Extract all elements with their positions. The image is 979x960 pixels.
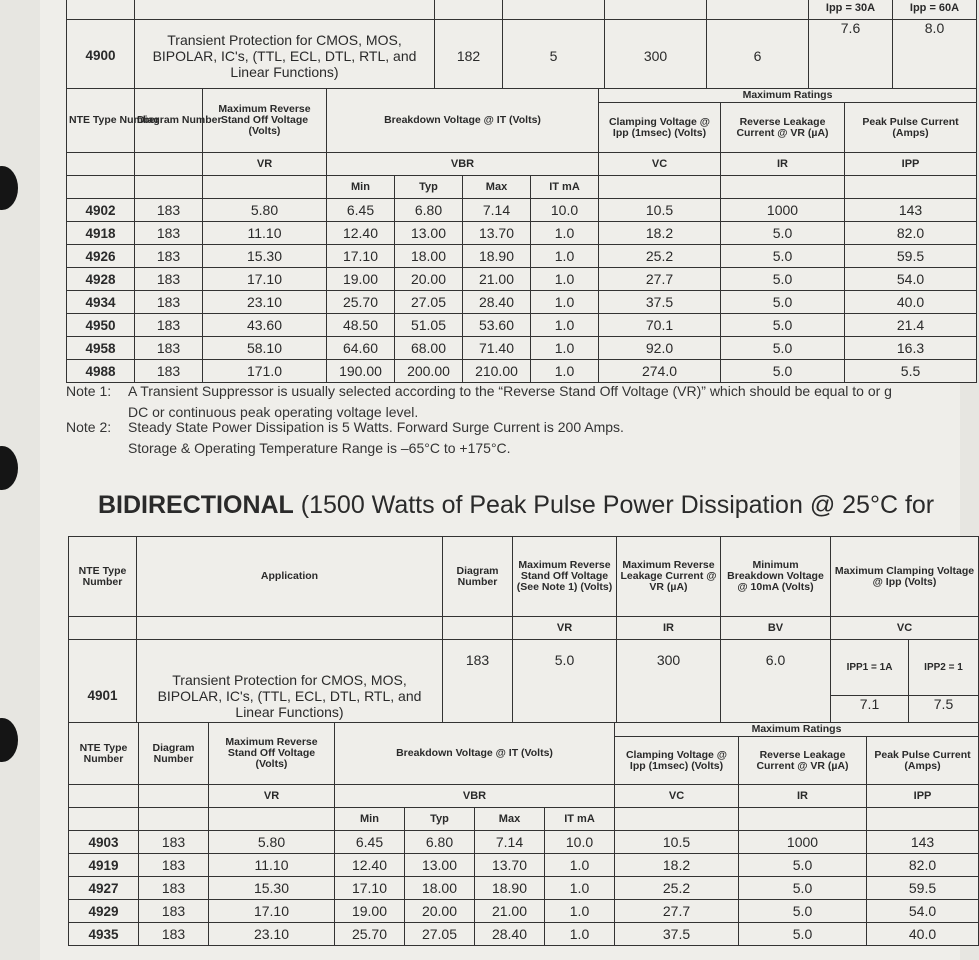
table-row [67, 360, 977, 383]
sub-max: Max [463, 176, 531, 199]
header-leakage: Reverse Leakage Current @ VR (µA) [739, 737, 867, 785]
symbol-ir: IR [721, 153, 845, 176]
breakdown-typ: 18.00 [405, 877, 475, 900]
leakage-current: 5.0 [721, 222, 845, 245]
standoff-voltage: 43.60 [203, 314, 327, 337]
standoff-voltage: 58.10 [203, 337, 327, 360]
part-number: 4926 [67, 245, 135, 268]
peak-pulse-current: 54.0 [845, 268, 977, 291]
note-2-line-1: Steady State Power Dissipation is 5 Watts. Forward Surge Current is 200 Amps. [128, 419, 624, 435]
diagram-number: 182 [435, 20, 503, 92]
symbol-vr: VR [513, 617, 617, 640]
peak-pulse-current: 54.0 [867, 900, 979, 923]
standoff-voltage: 15.30 [203, 245, 327, 268]
part-number: 4934 [67, 291, 135, 314]
diagram-number: 183 [139, 854, 209, 877]
part-number: 4900 [67, 20, 135, 92]
header-diagram: Diagram Number [139, 723, 209, 785]
breakdown-min: 12.40 [327, 222, 395, 245]
breakdown-max: 71.40 [463, 337, 531, 360]
breakdown-max: 13.70 [475, 854, 545, 877]
diagram-number: 183 [135, 360, 203, 383]
part-number: 4902 [67, 199, 135, 222]
bidirectional-application-table [68, 536, 979, 752]
header-standoff: Maximum Reverse Stand Off Voltage (Volts) [203, 89, 327, 153]
breakdown-typ: 68.00 [395, 337, 463, 360]
symbol-ipp: IPP [845, 153, 977, 176]
clamping-voltage: 92.0 [599, 337, 721, 360]
breakdown-min: 25.70 [327, 291, 395, 314]
binder-hole [0, 446, 18, 490]
symbol-vc: VC [599, 153, 721, 176]
standoff-voltage: 171.0 [203, 360, 327, 383]
part-number: 4901 [69, 640, 137, 752]
symbol-ipp: IPP [867, 785, 979, 808]
part-number: 4927 [69, 877, 139, 900]
symbol-vr: VR [209, 785, 335, 808]
leakage-current: 1000 [739, 831, 867, 854]
header-max-ratings: Maximum Ratings [599, 89, 977, 103]
breakdown-max: 18.90 [463, 245, 531, 268]
header-diagram: Diagram Number [443, 537, 513, 617]
symbol-vbr: VBR [335, 785, 615, 808]
header-max-ratings: Maximum Ratings [615, 723, 979, 737]
test-current: 1.0 [531, 337, 599, 360]
leakage-current: 5.0 [721, 268, 845, 291]
test-current: 1.0 [545, 854, 615, 877]
clamping-voltage: 27.7 [615, 900, 739, 923]
note-1-line-2: DC or continuous peak operating voltage level. [128, 404, 419, 420]
clamping-voltage-2: 7.5 [909, 696, 979, 752]
breakdown-voltage: 6 [707, 20, 809, 92]
clamping-voltage: 10.5 [599, 199, 721, 222]
peak-pulse-current: 40.0 [867, 923, 979, 946]
test-current: 1.0 [545, 923, 615, 946]
application-text: Transient Protection for CMOS, MOS, BIPOLAR, IC's, (TTL, ECL, DTL, RTL, and Linear Functions) [135, 20, 435, 92]
standoff-voltage: 5.80 [203, 199, 327, 222]
breakdown-min: 19.00 [327, 268, 395, 291]
header-clamping: Maximum Clamping Voltage @ Ipp (Volts) [831, 537, 979, 617]
breakdown-typ: 13.00 [395, 222, 463, 245]
peak-pulse-current: 59.5 [845, 245, 977, 268]
clamping-voltage-2: 8.0 [893, 20, 977, 92]
breakdown-min: 17.10 [327, 245, 395, 268]
sub-min: Min [327, 176, 395, 199]
vc-header-1: Ipp = 30A [809, 0, 893, 20]
breakdown-typ: 6.80 [395, 199, 463, 222]
diagram-number: 183 [135, 222, 203, 245]
breakdown-min: 17.10 [335, 877, 405, 900]
clamping-voltage: 25.2 [599, 245, 721, 268]
header-standoff: Maximum Reverse Stand Off Voltage (See Note 1) (Volts) [513, 537, 617, 617]
leakage-current: 1000 [721, 199, 845, 222]
leakage-current: 5.0 [739, 854, 867, 877]
breakdown-typ: 27.05 [405, 923, 475, 946]
diagram-number: 183 [135, 245, 203, 268]
table-row [67, 314, 977, 337]
test-current: 1.0 [531, 314, 599, 337]
part-number: 4950 [67, 314, 135, 337]
sub-max: Max [475, 808, 545, 831]
vc-header-2: IPP2 = 1 [909, 640, 979, 696]
symbol-vr: VR [203, 153, 327, 176]
clamping-voltage-1: 7.6 [809, 20, 893, 92]
leakage-current: 5.0 [739, 900, 867, 923]
diagram-number: 183 [135, 199, 203, 222]
standoff-voltage: 15.30 [209, 877, 335, 900]
peak-pulse-current: 82.0 [845, 222, 977, 245]
header-breakdown: Breakdown Voltage @ IT (Volts) [335, 723, 615, 785]
header-application: Application [137, 537, 443, 617]
leakage-current: 5.0 [739, 877, 867, 900]
table-row [69, 900, 979, 923]
bidirectional-ratings-table [68, 722, 979, 946]
binder-hole [0, 166, 18, 210]
symbol-vbr: VBR [327, 153, 599, 176]
breakdown-max: 28.40 [463, 291, 531, 314]
breakdown-min: 64.60 [327, 337, 395, 360]
sub-typ: Typ [405, 808, 475, 831]
diagram-number: 183 [135, 314, 203, 337]
breakdown-min: 6.45 [335, 831, 405, 854]
standoff-voltage: 17.10 [209, 900, 335, 923]
leakage-current: 300 [617, 640, 721, 752]
table-row [69, 831, 979, 854]
test-current: 1.0 [531, 245, 599, 268]
breakdown-voltage: 6.0 [721, 640, 831, 752]
vc-header-2: Ipp = 60A [893, 0, 977, 20]
peak-pulse-current: 59.5 [867, 877, 979, 900]
table-row [69, 877, 979, 900]
diagram-number: 183 [443, 640, 513, 752]
breakdown-max: 13.70 [463, 222, 531, 245]
breakdown-typ: 200.00 [395, 360, 463, 383]
standoff-voltage: 17.10 [203, 268, 327, 291]
peak-pulse-current: 143 [845, 199, 977, 222]
peak-pulse-current: 16.3 [845, 337, 977, 360]
note-2-label: Note 2: [66, 419, 112, 435]
clamping-voltage: 70.1 [599, 314, 721, 337]
leakage-current: 5.0 [721, 245, 845, 268]
breakdown-typ: 27.05 [395, 291, 463, 314]
header-leakage: Maximum Reverse Leakage Current @ VR (µA) [617, 537, 721, 617]
clamping-voltage: 10.5 [615, 831, 739, 854]
part-number: 4918 [67, 222, 135, 245]
clamping-voltage: 18.2 [599, 222, 721, 245]
leakage-current: 5.0 [739, 923, 867, 946]
breakdown-typ: 6.80 [405, 831, 475, 854]
test-current: 1.0 [531, 291, 599, 314]
note-2-line-2: Storage & Operating Temperature Range is –65°C to +175°C. [128, 440, 511, 456]
diagram-number: 183 [139, 877, 209, 900]
standoff-voltage: 23.10 [203, 291, 327, 314]
section-title: BIDIRECTIONAL [98, 491, 294, 519]
breakdown-max: 21.00 [463, 268, 531, 291]
breakdown-max: 21.00 [475, 900, 545, 923]
breakdown-min: 12.40 [335, 854, 405, 877]
header-peak: Peak Pulse Current (Amps) [867, 737, 979, 785]
clamping-voltage: 274.0 [599, 360, 721, 383]
header-type: NTE Type Number [67, 89, 135, 153]
header-type: NTE Type Number [69, 723, 139, 785]
breakdown-max: 28.40 [475, 923, 545, 946]
breakdown-typ: 51.05 [395, 314, 463, 337]
test-current: 1.0 [531, 222, 599, 245]
diagram-number: 183 [139, 900, 209, 923]
test-current: 1.0 [531, 268, 599, 291]
peak-pulse-current: 82.0 [867, 854, 979, 877]
peak-pulse-current: 40.0 [845, 291, 977, 314]
clamping-voltage: 27.7 [599, 268, 721, 291]
symbol-vc: VC [615, 785, 739, 808]
leakage-current: 5.0 [721, 314, 845, 337]
test-current: 1.0 [545, 877, 615, 900]
sub-it: IT mA [531, 176, 599, 199]
symbol-ir: IR [617, 617, 721, 640]
header-type: NTE Type Number [69, 537, 137, 617]
symbol-ir: IR [739, 785, 867, 808]
note-1-line-1: A Transient Suppressor is usually selected according to the “Reverse Stand Off Voltage (VR)” which should be equal to or g [128, 383, 892, 399]
part-number: 4958 [67, 337, 135, 360]
breakdown-max: 53.60 [463, 314, 531, 337]
clamping-voltage: 37.5 [599, 291, 721, 314]
breakdown-min: 19.00 [335, 900, 405, 923]
sub-typ: Typ [395, 176, 463, 199]
table-row [67, 199, 977, 222]
peak-pulse-current: 143 [867, 831, 979, 854]
application-text: Transient Protection for CMOS, MOS, BIPOLAR, IC's, (TTL, ECL, DTL, RTL, and Linear Functions) [137, 640, 443, 752]
standoff-voltage: 23.10 [209, 923, 335, 946]
section-heading [98, 491, 934, 520]
diagram-number: 183 [135, 337, 203, 360]
binder-hole [0, 718, 18, 762]
part-number: 4935 [69, 923, 139, 946]
clamping-voltage-1: 7.1 [831, 696, 909, 752]
unidirectional-ratings-table [66, 88, 977, 383]
standoff-voltage: 5 [503, 20, 605, 92]
top-application-table [66, 0, 977, 92]
diagram-number: 183 [139, 831, 209, 854]
diagram-number: 183 [135, 268, 203, 291]
standoff-voltage: 11.10 [209, 854, 335, 877]
header-clamping: Clamping Voltage @ Ipp (1msec) (Volts) [599, 103, 721, 153]
part-number: 4988 [67, 360, 135, 383]
test-current: 10.0 [531, 199, 599, 222]
table-row [67, 291, 977, 314]
breakdown-min: 25.70 [335, 923, 405, 946]
diagram-number: 183 [135, 291, 203, 314]
table-row [67, 337, 977, 360]
breakdown-typ: 13.00 [405, 854, 475, 877]
peak-pulse-current: 5.5 [845, 360, 977, 383]
part-number: 4928 [67, 268, 135, 291]
header-peak: Peak Pulse Current (Amps) [845, 103, 977, 153]
header-standoff: Maximum Reverse Stand Off Voltage (Volts) [209, 723, 335, 785]
breakdown-min: 6.45 [327, 199, 395, 222]
test-current: 1.0 [531, 360, 599, 383]
section-subtitle: (1500 Watts of Peak Pulse Power Dissipation @ 25°C for [300, 491, 935, 519]
standoff-voltage: 5.80 [209, 831, 335, 854]
breakdown-max: 7.14 [463, 199, 531, 222]
part-number: 4929 [69, 900, 139, 923]
breakdown-max: 210.00 [463, 360, 531, 383]
table-row [67, 268, 977, 291]
table-row [67, 245, 977, 268]
sub-it: IT mA [545, 808, 615, 831]
part-number: 4903 [69, 831, 139, 854]
vc-header-1: IPP1 = 1A [831, 640, 909, 696]
note-1-label: Note 1: [66, 383, 112, 399]
clamping-voltage: 18.2 [615, 854, 739, 877]
table-row [69, 854, 979, 877]
diagram-number: 183 [139, 923, 209, 946]
breakdown-min: 48.50 [327, 314, 395, 337]
note-2 [66, 417, 624, 459]
leakage-current: 5.0 [721, 291, 845, 314]
symbol-bv: BV [721, 617, 831, 640]
breakdown-min: 190.00 [327, 360, 395, 383]
leakage-current: 5.0 [721, 360, 845, 383]
header-clamping: Clamping Voltage @ Ipp (1msec) (Volts) [615, 737, 739, 785]
test-current: 1.0 [545, 900, 615, 923]
part-number: 4919 [69, 854, 139, 877]
test-current: 10.0 [545, 831, 615, 854]
leakage-current: 300 [605, 20, 707, 92]
header-leakage: Reverse Leakage Current @ VR (µA) [721, 103, 845, 153]
breakdown-max: 7.14 [475, 831, 545, 854]
clamping-voltage: 37.5 [615, 923, 739, 946]
sub-min: Min [335, 808, 405, 831]
table-row [67, 222, 977, 245]
breakdown-typ: 20.00 [395, 268, 463, 291]
clamping-voltage: 25.2 [615, 877, 739, 900]
table-row [69, 923, 979, 946]
header-breakdown: Breakdown Voltage @ IT (Volts) [327, 89, 599, 153]
breakdown-typ: 18.00 [395, 245, 463, 268]
standoff-voltage: 11.10 [203, 222, 327, 245]
header-breakdown: Minimum Breakdown Voltage @ 10mA (Volts) [721, 537, 831, 617]
symbol-vc: VC [831, 617, 979, 640]
peak-pulse-current: 21.4 [845, 314, 977, 337]
standoff-voltage: 5.0 [513, 640, 617, 752]
leakage-current: 5.0 [721, 337, 845, 360]
breakdown-max: 18.90 [475, 877, 545, 900]
breakdown-typ: 20.00 [405, 900, 475, 923]
header-diagram: Diagram Number [135, 89, 203, 153]
